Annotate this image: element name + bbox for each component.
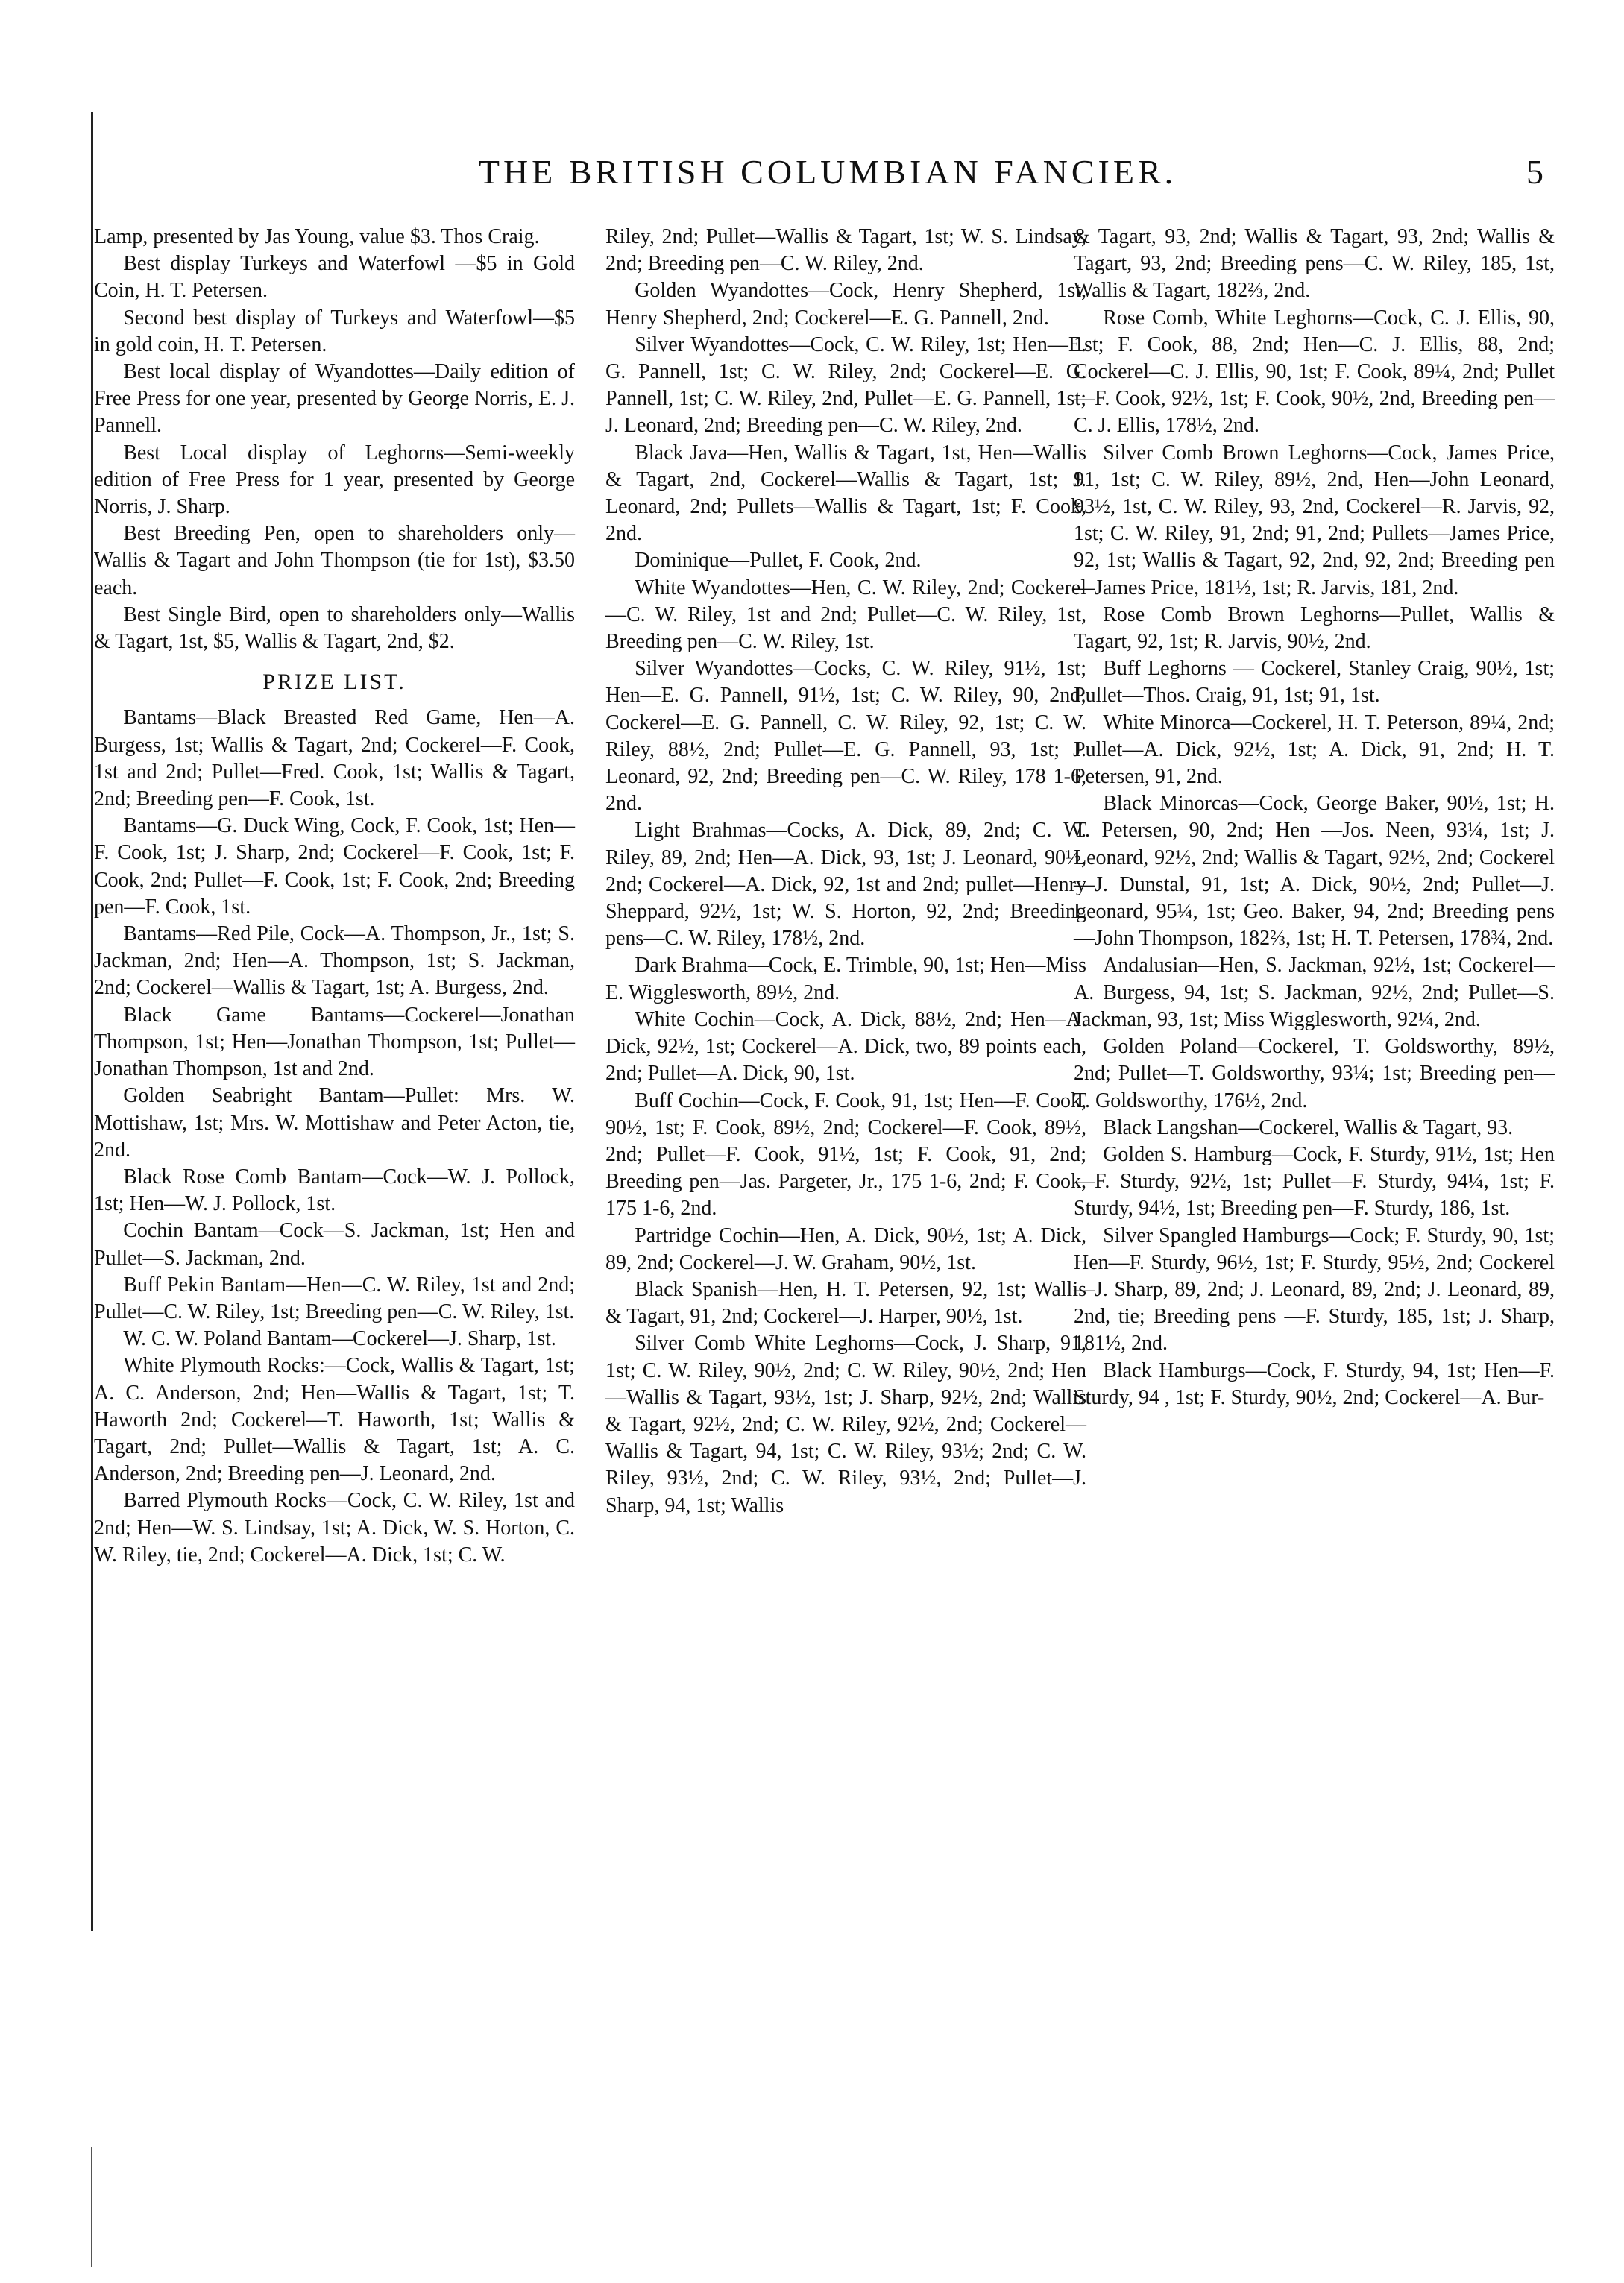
paragraph: Second best display of Turkeys and Waterfowl—$5 in gold coin, H. T. Petersen.	[94, 306, 575, 356]
paragraph: Buff Leghorns — Cockerel, Stanley Craig, 90½, 1st; Pullet—Thos. Craig, 91, 1st; 91, 1st.	[1074, 657, 1555, 708]
paragraph: White Cochin—Cock, A. Dick, 88½, 2nd; Hen—A. Dick, 92½, 1st; Cockerel—A. Dick, two, 89 points each, 2nd; Pullet—A. Dick, 90, 1st.	[605, 1007, 1086, 1086]
paragraph: Bantams—Black Breasted Red Game, Hen—A. Burgess, 1st; Wallis & Tagart, 2nd; Cockerel—F. Cook, 1st and 2nd; Pullet—Fred. Cook, 1st; Wallis & Tagart, 2nd; Breeding pen—F. Cook, 1st.	[94, 706, 575, 811]
paragraph: Light Brahmas—Cocks, A. Dick, 89, 2nd; C. W. Riley, 89, 2nd; Hen—A. Dick, 93, 1st; J. Leonard, 90½, 2nd; Cockerel—A. Dick, 92, 1st and 2nd; pullet—Henry Sheppard, 92½, 1st; W. S. Horton, 92, 2nd; Breeding pens—C. W. Riley, 178½, 2nd.	[605, 819, 1086, 951]
paragraph: Black Langshan—Cockerel, Wallis & Tagart, 93.	[1103, 1115, 1514, 1139]
paragraph: Golden Seabright Bantam—Pullet: Mrs. W. Mottishaw, 1st; Mrs. W. Mottishaw and Peter Acton, tie, 2nd.	[94, 1084, 575, 1162]
paragraph: White Wyandottes—Hen, C. W. Riley, 2nd; Cockerel—C. W. Riley, 1st and 2nd; Pullet—C. W. Riley, 1st, Breeding pen—C. W. Riley, 1st.	[605, 576, 1086, 654]
paragraph: Best local display of Wyandottes—Daily edition of Free Press for one year, presented by George Norris, E. J. Pannell.	[94, 360, 575, 438]
paragraph: Black Spanish—Hen, H. T. Petersen, 92, 1st; Wallis & Tagart, 91, 2nd; Cockerel—J. Harper, 90½, 1st.	[605, 1277, 1086, 1329]
paragraph: Black Java—Hen, Wallis & Tagart, 1st, Hen—Wallis & Tagart, 2nd, Cockerel—Wallis & Tagart, 1st; J. Leonard, 2nd; Pullets—Wallis & Tagart, 1st; F. Cook, 2nd.	[605, 441, 1086, 546]
paragraph: Rose Comb, White Leghorns—Cock, C. J. Ellis, 90, 1st; F. Cook, 88, 2nd; Hen—C. J. Ellis, 88, 2nd; Cockerel—C. J. Ellis, 90, 1st; F. Cook, 89¼, 2nd; Pullet—F. Cook, 92½, 1st; F. Cook, 90½, 2nd, Breeding pen—C. J. Ellis, 178½, 2nd.	[1074, 306, 1555, 438]
page-number: 5	[1526, 153, 1543, 191]
paragraph: Best Breeding Pen, open to shareholders only—Wallis & Tagart and John Thompson (tie for 1st), $3.50 each.	[94, 522, 575, 599]
margin-rule	[91, 112, 93, 1931]
running-title: THE BRITISH COLUMBIAN FANCIER.	[478, 153, 1177, 191]
paragraph: Golden Poland—Cockerel, T. Goldsworthy, 89½, 2nd; Pullet—T. Goldsworthy, 93¼; 1st; Breeding pen—T. Goldsworthy, 176½, 2nd.	[1074, 1035, 1555, 1112]
paragraph: Lamp, presented by Jas Young, value $3. Thos Craig.	[94, 225, 540, 248]
paragraph: Dominique—Pullet, F. Cook, 2nd.	[635, 549, 922, 573]
paragraph: Black Hamburgs—Cock, F. Sturdy, 94, 1st; Hen—F. Sturdy, 94 , 1st; F. Sturdy, 90½, 2nd; Cockerel—A. Bur-	[1074, 1358, 1555, 1409]
margin-rule-lower	[91, 2147, 92, 2267]
paragraph: Cochin Bantam—Cock—S. Jackman, 1st; Hen and Pullet—S. Jackman, 2nd.	[94, 1219, 575, 1270]
page-header	[97, 146, 1558, 198]
paragraph: Silver Spangled Hamburgs—Cock; F. Sturdy, 90, 1st; Hen—F. Sturdy, 96½, 1st; F. Sturdy, 95½, 2nd; Cockerel—J. Sharp, 89, 2nd; J. Leonard, 89, 2nd; J. Leonard, 89, 2nd, tie; Breeding pens —F. Sturdy, 185, 1st; J. Sharp, 181½, 2nd.	[1074, 1224, 1555, 1355]
paragraph: Golden Wyandottes—Cock, Henry Shepherd, 1st, Henry Shepherd, 2nd; Cockerel—E. G. Pannell, 2nd.	[605, 279, 1086, 330]
paragraph: Partridge Cochin—Hen, A. Dick, 90½, 1st; A. Dick, 89, 2nd; Cockerel—J. W. Graham, 90½, 1st.	[605, 1224, 1086, 1274]
paragraph: Silver Wyandottes—Cocks, C. W. Riley, 91½, 1st; Hen—E. G. Pannell, 91½, 1st; C. W. Riley, 90, 2nd; Cockerel—E. G. Pannell, C. W. Riley, 92, 1st; C. W. Riley, 88½, 2nd; Pullet—E. G. Pannell, 93, 1st; J. Leonard, 92, 2nd; Breeding pen—C. W. Riley, 178 1-6, 2nd.	[605, 657, 1086, 816]
paragraph: Bantams—Red Pile, Cock—A. Thompson, Jr., 1st; S. Jackman, 2nd; Hen—A. Thompson, 1st; S. Jackman, 2nd; Cockerel—Wallis & Tagart, 1st; A. Burgess, 2nd.	[94, 922, 575, 1000]
paragraph: Rose Comb Brown Leghorns—Pullet, Wallis & Tagart, 92, 1st; R. Jarvis, 90½, 2nd.	[1074, 602, 1555, 654]
paragraph: Best display Turkeys and Waterfowl —$5 in Gold Coin, H. T. Petersen.	[94, 252, 575, 303]
paragraph: Black Minorcas—Cock, George Baker, 90½, 1st; H. T. Petersen, 90, 2nd; Hen —Jos. Neen, 93¼, 1st; J. Leonard, 92½, 2nd; Wallis & Tagart, 92½, 2nd; Cockerel—J. Dunstal, 91, 1st; A. Dick, 90½, 2nd; Pullet—J. Leonard, 95¼, 1st; Geo. Baker, 94, 2nd; Breeding pens—John Thompson, 182⅔, 1st; H. T. Petersen, 178¾, 2nd.	[1074, 792, 1555, 951]
paragraph: Riley, 2nd; Pullet—Wallis & Tagart, 1st; W. S. Lindsay, 2nd; Breeding pen—C. W. Riley, 2nd.	[605, 225, 1086, 276]
paragraph: Black Game Bantams—Cockerel—Jonathan Thompson, 1st; Hen—Jonathan Thompson, 1st; Pullet—Jonathan Thompson, 1st and 2nd.	[94, 1003, 575, 1081]
text-column-3	[1074, 224, 1555, 1411]
paragraph: Best Single Bird, open to shareholders only—Wallis & Tagart, 1st, $5, Wallis & Tagart, 2nd, $2.	[94, 602, 575, 654]
paragraph: White Plymouth Rocks:—Cock, Wallis & Tagart, 1st; A. C. Anderson, 2nd; Hen—Wallis & Tagart, 1st; T. Haworth 2nd; Cockerel—T. Haworth, 1st; Wallis & Tagart, 2nd; Pullet—Wallis & Tagart, 1st; A. C. Anderson, 2nd; Breeding pen—J. Leonard, 2nd.	[94, 1354, 575, 1486]
text-column-2	[605, 224, 1086, 1520]
paragraph: Best Local display of Leghorns—Semi-weekly edition of Free Press for 1 year, presented by George Norris, J. Sharp.	[94, 441, 575, 519]
paragraph: Buff Cochin—Cock, F. Cook, 91, 1st; Hen—F. Cook, 90½, 1st; F. Cook, 89½, 2nd; Cockerel—F. Cook, 89½, 2nd; Pullet—F. Cook, 91½, 1st; F. Cook, 91, 2nd; Breeding pen—Jas. Pargeter, Jr., 175 1-6, 2nd; F. Cook, 175 1-6, 2nd.	[605, 1089, 1086, 1221]
paragraph: Silver Wyandottes—Cock, C. W. Riley, 1st; Hen—E. G. Pannell, 1st; C. W. Riley, 2nd; Cockerel—E. G. Pannell, 1st; C. W. Riley, 2nd, Pullet—E. G. Pannell, 1st; J. Leonard, 2nd; Breeding pen—C. W. Riley, 2nd.	[605, 333, 1086, 438]
text-column-1	[94, 224, 575, 1569]
paragraph: Bantams—G. Duck Wing, Cock, F. Cook, 1st; Hen—F. Cook, 1st; J. Sharp, 2nd; Cockerel—F. Cook, 1st; F. Cook, 2nd; Pullet—F. Cook, 1st; F. Cook, 2nd; Breeding pen—F. Cook, 1st.	[94, 814, 575, 919]
paragraph: Golden S. Hamburg—Cock, F. Sturdy, 91½, 1st; Hen—F. Sturdy, 92½, 1st; Pullet—F. Sturdy, 94¼, 1st; F. Sturdy, 94½, 1st; Breeding pen—F. Sturdy, 186, 1st.	[1074, 1142, 1555, 1221]
paragraph: White Minorca—Cockerel, H. T. Peterson, 89¼, 2nd; Pullet—A. Dick, 92½, 1st; A. Dick, 91, 2nd; H. T. Petersen, 91, 2nd.	[1074, 711, 1555, 789]
paragraph: & Tagart, 93, 2nd; Wallis & Tagart, 93, 2nd; Wallis & Tagart, 93, 2nd; Breeding pens—C. W. Riley, 185, 1st, Wallis & Tagart, 182⅔, 2nd.	[1074, 225, 1555, 303]
paragraph: Andalusian—Hen, S. Jackman, 92½, 1st; Cockerel—A. Burgess, 94, 1st; S. Jackman, 92½, 2nd; Pullet—S. Jackman, 93, 1st; Miss Wigglesworth, 92¼, 2nd.	[1074, 954, 1555, 1031]
paragraph: Dark Brahma—Cock, E. Trimble, 90, 1st; Hen—Miss E. Wigglesworth, 89½, 2nd.	[605, 954, 1086, 1004]
paragraph: W. C. W. Poland Bantam—Cockerel—J. Sharp, 1st.	[123, 1327, 556, 1351]
paragraph: Buff Pekin Bantam—Hen—C. W. Riley, 1st and 2nd; Pullet—C. W. Riley, 1st; Breeding pen—C. W. Riley, 1st.	[94, 1273, 575, 1323]
paragraph: Black Rose Comb Bantam—Cock—W. J. Pollock, 1st; Hen—W. J. Pollock, 1st.	[94, 1165, 575, 1216]
section-heading: PRIZE LIST.	[262, 670, 406, 695]
paragraph: Barred Plymouth Rocks—Cock, C. W. Riley, 1st and 2nd; Hen—W. S. Lindsay, 1st; A. Dick, W. S. Horton, C. W. Riley, tie, 2nd; Cockerel—A. Dick, 1st; C. W.	[94, 1489, 575, 1566]
paragraph: Silver Comb Brown Leghorns—Cock, James Price, 91, 1st; C. W. Riley, 89½, 2nd, Hen—John Leonard, 93½, 1st, C. W. Riley, 93, 2nd, Cockerel—R. Jarvis, 92, 1st; C. W. Riley, 91, 2nd; 91, 2nd; Pullets—James Price, 92, 1st; Wallis & Tagart, 92, 2nd, 92, 2nd; Breeding pen—James Price, 181½, 1st; R. Jarvis, 181, 2nd.	[1074, 441, 1555, 599]
paragraph: Silver Comb White Leghorns—Cock, J. Sharp, 91, 1st; C. W. Riley, 90½, 2nd; C. W. Riley, 90½, 2nd; Hen—Wallis & Tagart, 93½, 1st; J. Sharp, 92½, 2nd; Wallis & Tagart, 92½, 2nd; C. W. Riley, 92½, 2nd; Cockerel—Wallis & Tagart, 94, 1st; C. W. Riley, 93½; 2nd; C. W. Riley, 93½, 2nd; C. W. Riley, 93½, 2nd; Pullet—J. Sharp, 94, 1st; Wallis	[605, 1332, 1086, 1517]
